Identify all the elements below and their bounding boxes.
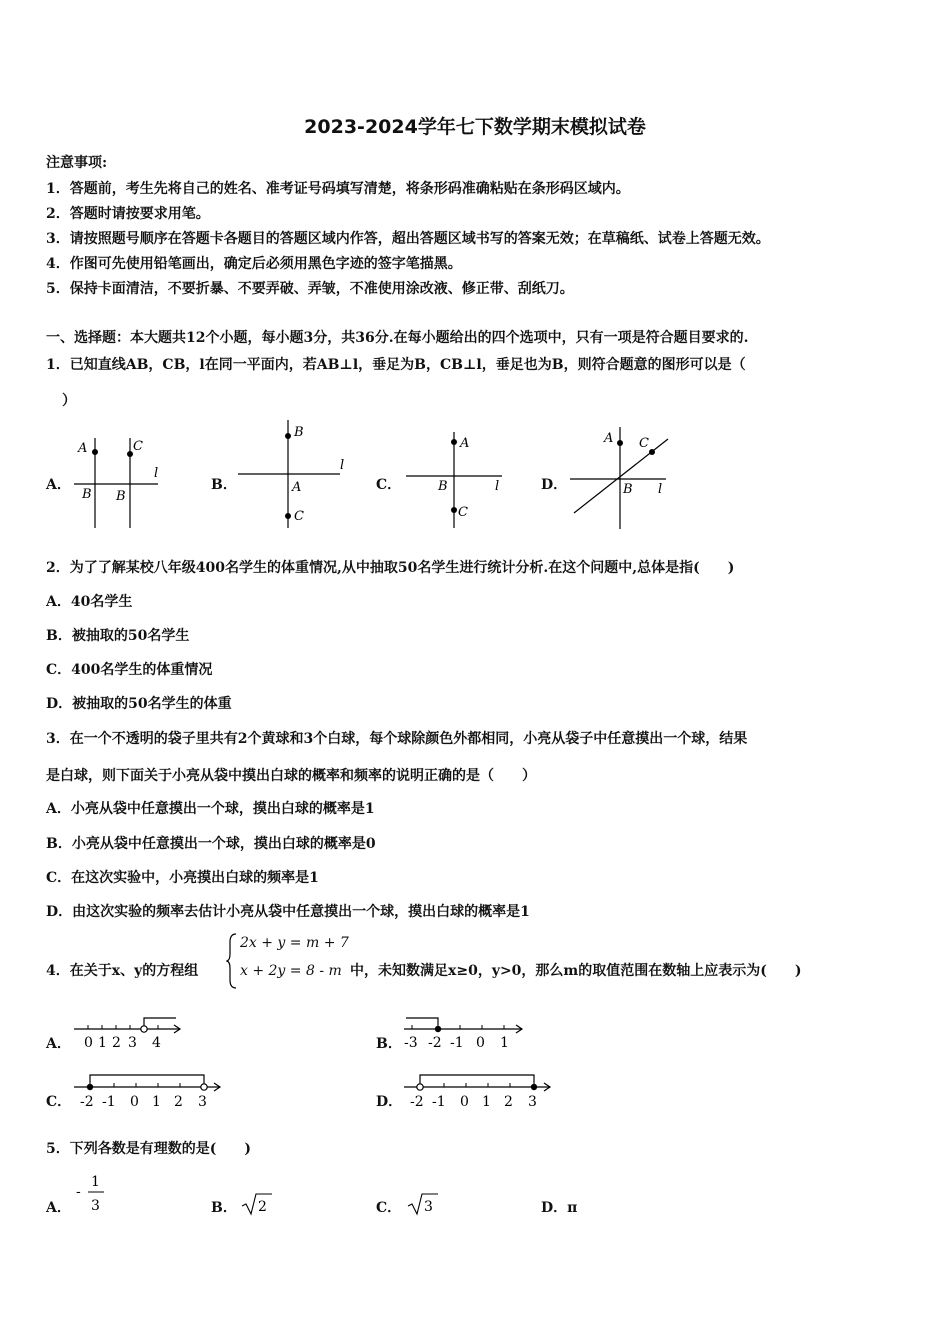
fig-label: l xyxy=(340,458,345,473)
q1-option-c: C． xyxy=(376,477,402,493)
notice-item-5: 5．保持卡面清洁，不要折暴、不要弄破、弄皱，不准使用涂改液、修正带、刮纸刀。 xyxy=(46,281,574,297)
q3-stem-2: 是白球，则下面关于小亮从袋中摸出白球的概率和频率的说明正确的是（ ） xyxy=(46,768,536,784)
fig-label: A xyxy=(78,441,88,456)
tick-label: -2 xyxy=(410,1094,424,1110)
fig-label: l xyxy=(154,466,159,481)
q2-option-a: A．40名学生 xyxy=(46,594,133,610)
q4-equation-2: x + 2y = 8 - m xyxy=(240,963,342,979)
tick-label: 2 xyxy=(112,1035,121,1051)
fig-label: l xyxy=(495,479,500,494)
q1-option-a: A． xyxy=(46,477,71,493)
tick-label: 3 xyxy=(128,1035,137,1051)
q1-figure-c xyxy=(402,430,507,530)
tick-label: 1 xyxy=(152,1094,161,1110)
q2-option-d: D．被抽取的50名学生的体重 xyxy=(46,696,232,712)
q1-option-b: B． xyxy=(211,477,237,493)
fig-label: A xyxy=(292,480,302,495)
q4-numberline-c xyxy=(72,1070,224,1110)
q1-stem-end: ） xyxy=(62,393,76,409)
tick-label: 3 xyxy=(198,1094,207,1110)
fig-label: A xyxy=(460,436,470,451)
q2-option-b: B．被抽取的50名学生 xyxy=(46,628,190,644)
tick-label: 0 xyxy=(460,1094,469,1110)
tick-label: 2 xyxy=(504,1094,513,1110)
q1-figure-b xyxy=(236,418,351,530)
q4-numberline-b xyxy=(400,1012,530,1052)
tick-label: -3 xyxy=(404,1035,418,1051)
q4-numberline-a xyxy=(72,1012,187,1052)
q3-stem-1: 3．在一个不透明的袋子里共有2个黄球和3个白球，每个球除颜色外都相同，小亮从袋子中任意摸出一个球，结果 xyxy=(46,731,748,747)
q4-option-b: B． xyxy=(376,1036,402,1052)
tick-label: 1 xyxy=(482,1094,491,1110)
q3-option-c: C．在这次实验中，小亮摸出白球的频率是1 xyxy=(46,870,319,886)
tick-label: 0 xyxy=(84,1035,93,1051)
notice-item-3: 3．请按照题号顺序在答题卡各题目的答题区域内作答，超出答题区域书写的答案无效；在草稿纸、试卷上答题无效。 xyxy=(46,231,770,247)
page-title: 2023-2024学年七下数学期末模拟试卷 xyxy=(304,116,646,138)
notice-item-1: 1．答题前，考生先将自己的姓名、准考证号码填写清楚，将条形码准确粘贴在条形码区域内。 xyxy=(46,181,630,197)
q4-stem-pre: 4．在关于x、y的方程组 xyxy=(46,963,199,979)
fig-label: A xyxy=(604,431,614,446)
fig-label: B xyxy=(294,425,304,440)
brace-symbol xyxy=(226,932,238,990)
q4-numberline-d xyxy=(402,1070,554,1110)
tick-label: 1 xyxy=(98,1035,107,1051)
fig-label: l xyxy=(658,482,663,497)
fig-label: C xyxy=(458,505,468,520)
fraction-numerator: 1 xyxy=(91,1174,100,1190)
q5-sqrt-b xyxy=(240,1190,274,1218)
q3-option-b: B．小亮从袋中任意摸出一个球，摸出白球的概率是0 xyxy=(46,836,376,852)
tick-label: 2 xyxy=(174,1094,183,1110)
fig-label: B xyxy=(438,479,448,494)
section-heading: 一、选择题：本大题共12个小题，每小题3分，共36分.在每小题给出的四个选项中，只有一项是符合题目要求的. xyxy=(46,330,749,346)
q1-figure-d xyxy=(568,425,673,533)
tick-label: -1 xyxy=(102,1094,116,1110)
q5-option-c: C． xyxy=(376,1200,402,1216)
fig-label: B xyxy=(623,482,633,497)
tick-label: 0 xyxy=(476,1035,485,1051)
radicand: 3 xyxy=(424,1199,433,1215)
fig-label: C xyxy=(294,509,304,524)
q1-option-d: D． xyxy=(541,477,568,493)
q2-option-c: C．400名学生的体重情况 xyxy=(46,662,213,678)
fraction-sign: - xyxy=(76,1184,81,1200)
q4-option-c: C． xyxy=(46,1094,72,1110)
tick-label: -1 xyxy=(450,1035,464,1051)
notice-item-2: 2．答题时请按要求用笔。 xyxy=(46,206,210,222)
q5-option-a: A． xyxy=(46,1200,71,1216)
q3-option-d: D．由这次实验的频率去估计小亮从袋中任意摸出一个球，摸出白球的概率是1 xyxy=(46,904,530,920)
q4-option-a: A． xyxy=(46,1036,71,1052)
q5-fraction-a xyxy=(74,1170,114,1218)
q5-option-d: D．π xyxy=(541,1200,578,1216)
notice-item-4: 4．作图可先使用铅笔画出，确定后必须用黑色字迹的签字笔描黑。 xyxy=(46,256,462,272)
tick-label: -2 xyxy=(428,1035,442,1051)
q1-figure-a xyxy=(70,430,165,530)
q2-stem: 2．为了了解某校八年级400名学生的体重情况,从中抽取50名学生进行统计分析.在这个问题中,总体是指( ) xyxy=(46,560,735,576)
fig-label: C xyxy=(639,436,649,451)
q4-option-d: D． xyxy=(376,1094,403,1110)
tick-label: 3 xyxy=(528,1094,537,1110)
q5-stem: 5．下列各数是有理数的是( ) xyxy=(46,1141,251,1157)
fig-label: B xyxy=(82,487,92,502)
q5-option-b: B． xyxy=(211,1200,237,1216)
notice-heading: 注意事项: xyxy=(46,155,108,171)
q3-option-a: A．小亮从袋中任意摸出一个球，摸出白球的概率是1 xyxy=(46,801,375,817)
tick-label: -1 xyxy=(432,1094,446,1110)
fig-label: B xyxy=(116,489,126,504)
q4-equation-1: 2x + y = m + 7 xyxy=(240,935,349,951)
q4-stem-post: 中，未知数满足x≥0，y>0，那么m的取值范围在数轴上应表示为( ) xyxy=(350,963,802,979)
tick-label: 1 xyxy=(500,1035,509,1051)
q1-stem: 1．已知直线AB，CB，l在同一平面内，若AB⊥l，垂足为B，CB⊥l，垂足也为B，则符合题意的图形可以是（ xyxy=(46,357,746,373)
q5-sqrt-c xyxy=(406,1190,440,1218)
tick-label: 4 xyxy=(152,1035,161,1051)
fraction-denominator: 3 xyxy=(91,1198,100,1214)
tick-label: -2 xyxy=(80,1094,94,1110)
tick-label: 0 xyxy=(130,1094,139,1110)
fig-label: C xyxy=(133,439,143,454)
radicand: 2 xyxy=(258,1199,267,1215)
